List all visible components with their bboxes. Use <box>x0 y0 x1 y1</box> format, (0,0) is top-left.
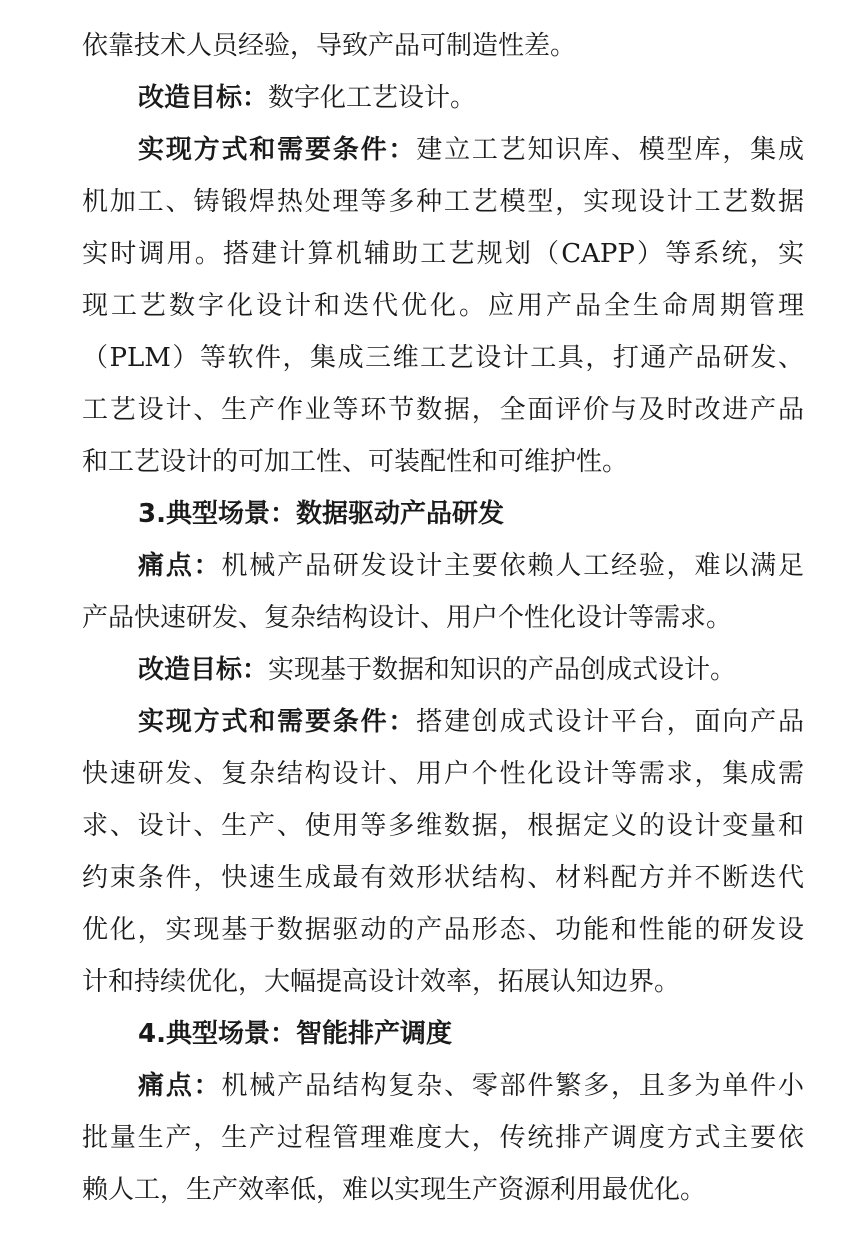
paragraph-line <box>82 1112 804 1164</box>
paragraph-line <box>82 332 804 384</box>
section-heading <box>82 488 804 540</box>
paragraph-line <box>82 748 804 800</box>
line-text: 依靠技术人员经验，导致产品可制造性差。 <box>82 31 577 61</box>
method-label: 实现方式和需要条件： <box>138 707 417 737</box>
section-heading-text: 3.典型场景：数据驱动产品研发 <box>138 499 504 529</box>
pain-point-line <box>82 1060 804 1112</box>
line-text: 计和持续优化，大幅提高设计效率，拓展认知边界。 <box>82 967 681 997</box>
paragraph-line <box>82 800 804 852</box>
line-text: 赖人工，生产效率低，难以实现生产资源利用最优化。 <box>82 1175 707 1205</box>
pain-point-label: 痛点： <box>138 1071 222 1101</box>
section-heading-text: 4.典型场景：智能排产调度 <box>138 1019 452 1049</box>
method-line <box>82 124 804 176</box>
goal-label: 改造目标： <box>138 83 269 113</box>
goal-line <box>82 644 804 696</box>
line-text: 机械产品研发设计主要依赖人工经验，难以满足 <box>221 551 804 581</box>
method-line <box>82 696 804 748</box>
paragraph-line <box>82 1164 804 1216</box>
paragraph-line <box>82 280 804 332</box>
line-text: 机械产品结构复杂、零部件繁多，且多为单件小 <box>221 1071 804 1101</box>
paragraph-line <box>82 20 804 72</box>
line-text: 快速研发、复杂结构设计、用户个性化设计等需求，集成需 <box>82 759 804 789</box>
paragraph-line <box>82 228 804 280</box>
document-page <box>82 20 804 1216</box>
line-text: 产品快速研发、复杂结构设计、用户个性化设计等需求。 <box>82 603 733 633</box>
goal-label: 改造目标： <box>138 655 269 685</box>
line-text: 机加工、铸锻焊热处理等多种工艺模型，实现设计工艺数据 <box>82 187 804 217</box>
pain-point-line <box>82 540 804 592</box>
line-text: 求、设计、生产、使用等多维数据，根据定义的设计变量和 <box>82 811 804 841</box>
line-text: 和工艺设计的可加工性、可装配性和可维护性。 <box>82 447 629 477</box>
line-text: 优化，实现基于数据驱动的产品形态、功能和性能的研发设 <box>82 915 804 945</box>
goal-line <box>82 72 804 124</box>
line-text: 实现基于数据和知识的产品创成式设计。 <box>268 655 737 685</box>
paragraph-line <box>82 904 804 956</box>
line-text: 现工艺数字化设计和迭代优化。应用产品全生命周期管理 <box>82 291 804 321</box>
line-text: 批量生产，生产过程管理难度大，传统排产调度方式主要依 <box>82 1123 804 1153</box>
line-text: 搭建创成式设计平台，面向产品 <box>416 707 804 737</box>
paragraph-line <box>82 956 804 1008</box>
section-heading <box>82 1008 804 1060</box>
paragraph-line <box>82 852 804 904</box>
line-text: （PLM）等软件，集成三维工艺设计工具，打通产品研发、 <box>82 343 804 373</box>
paragraph-line <box>82 436 804 488</box>
line-text: 建立工艺知识库、模型库，集成 <box>416 135 804 165</box>
paragraph-line <box>82 384 804 436</box>
line-text: 数字化工艺设计。 <box>268 83 477 113</box>
method-label: 实现方式和需要条件： <box>138 135 417 165</box>
line-text: 实时调用。搭建计算机辅助工艺规划（CAPP）等系统，实 <box>82 239 804 269</box>
line-text: 工艺设计、生产作业等环节数据，全面评价与及时改进产品 <box>82 395 804 425</box>
paragraph-line <box>82 592 804 644</box>
line-text: 约束条件，快速生成最有效形状结构、材料配方并不断迭代 <box>82 863 804 893</box>
pain-point-label: 痛点： <box>138 551 222 581</box>
paragraph-line <box>82 176 804 228</box>
